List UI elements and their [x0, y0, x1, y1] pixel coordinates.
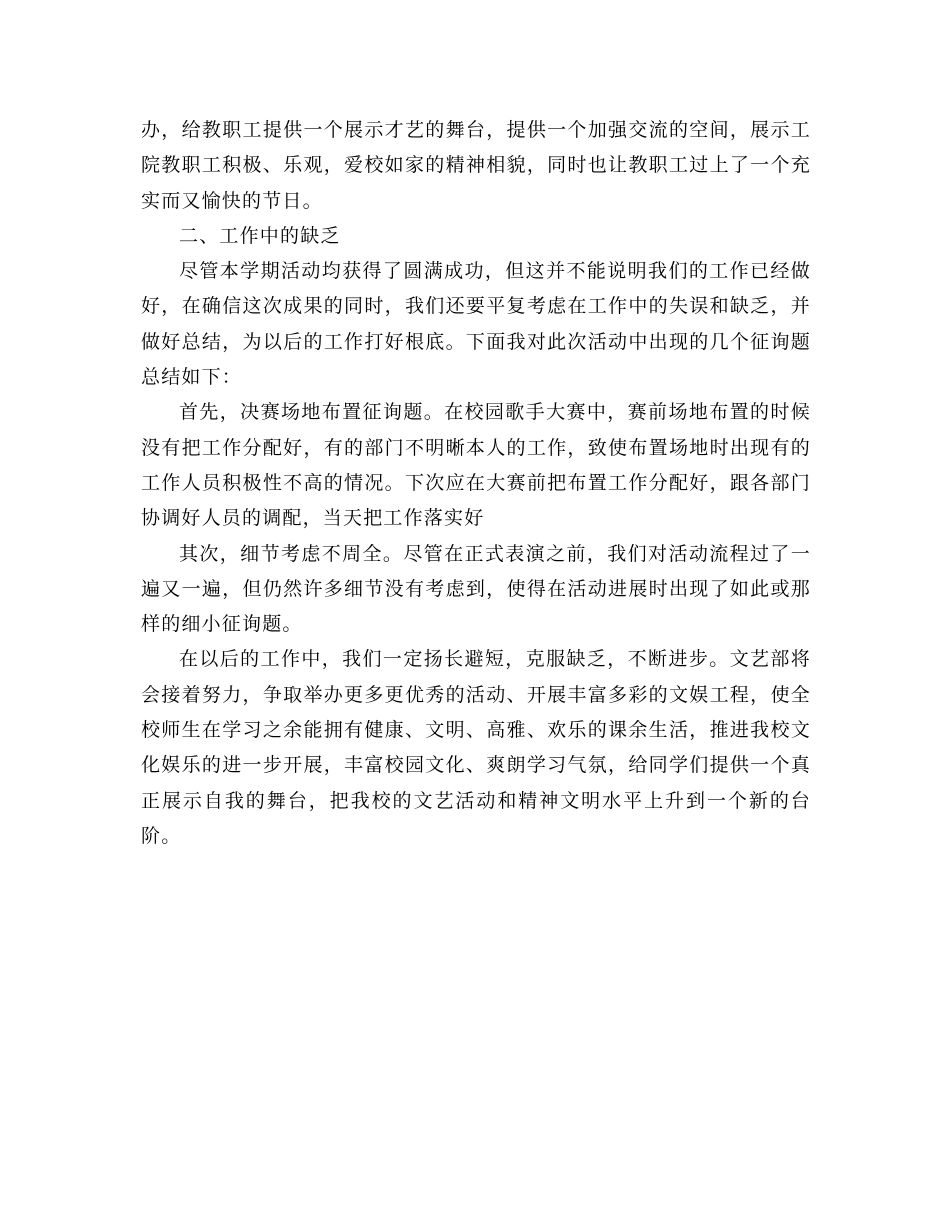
paragraph-summary: 尽管本学期活动均获得了圆满成功，但这并不能说明我们的工作已经做好，在确信这次成果的同时，我们还要平复考虑在工作中的失误和缺乏，并做好总结，为以后的工作打好根底。下面我对此次活动中出现的几个征询题总结如下：: [141, 260, 811, 389]
document-page: [141, 113, 811, 854]
paragraph-continuation: 办，给教职工提供一个展示才艺的舞台，提供一个加强交流的空间，展示工院教职工积极、乐观，爱校如家的精神相貌，同时也让教职工过上了一个充实而又愉快的节日。: [141, 119, 811, 212]
section-heading: 二、工作中的缺乏: [179, 224, 341, 247]
paragraph-second-issue: 其次，细节考虑不周全。尽管在正式表演之前，我们对活动流程过了一遍又一遍，但仍然许多细节没有考虑到，使得在活动进展时出现了如此或那样的细小征询题。: [141, 542, 811, 636]
paragraph-conclusion: 在以后的工作中，我们一定扬长避短，克服缺乏，不断进步。文艺部将会接着努力，争取举办更多更优秀的活动、开展丰富多彩的文娱工程，使全校师生在学习之余能拥有健康、文明、高雅、欢乐的课余生活，推进我校文化娱乐的进一步开展，丰富校园文化、爽朗学习气氛，给同学们提供一个真正展示自我的舞台，把我校的文艺活动和精神文明水平上升到一个新的台阶。: [141, 648, 811, 847]
paragraph-first-issue: 首先，决赛场地布置征询题。在校园歌手大赛中，赛前场地布置的时候没有把工作分配好，有的部门不明晰本人的工作，致使布置场地时出现有的工作人员积极性不高的情况。下次应在大赛前把布置工作分配好，跟各部门协调好人员的调配，当天把工作落实好: [141, 401, 811, 530]
